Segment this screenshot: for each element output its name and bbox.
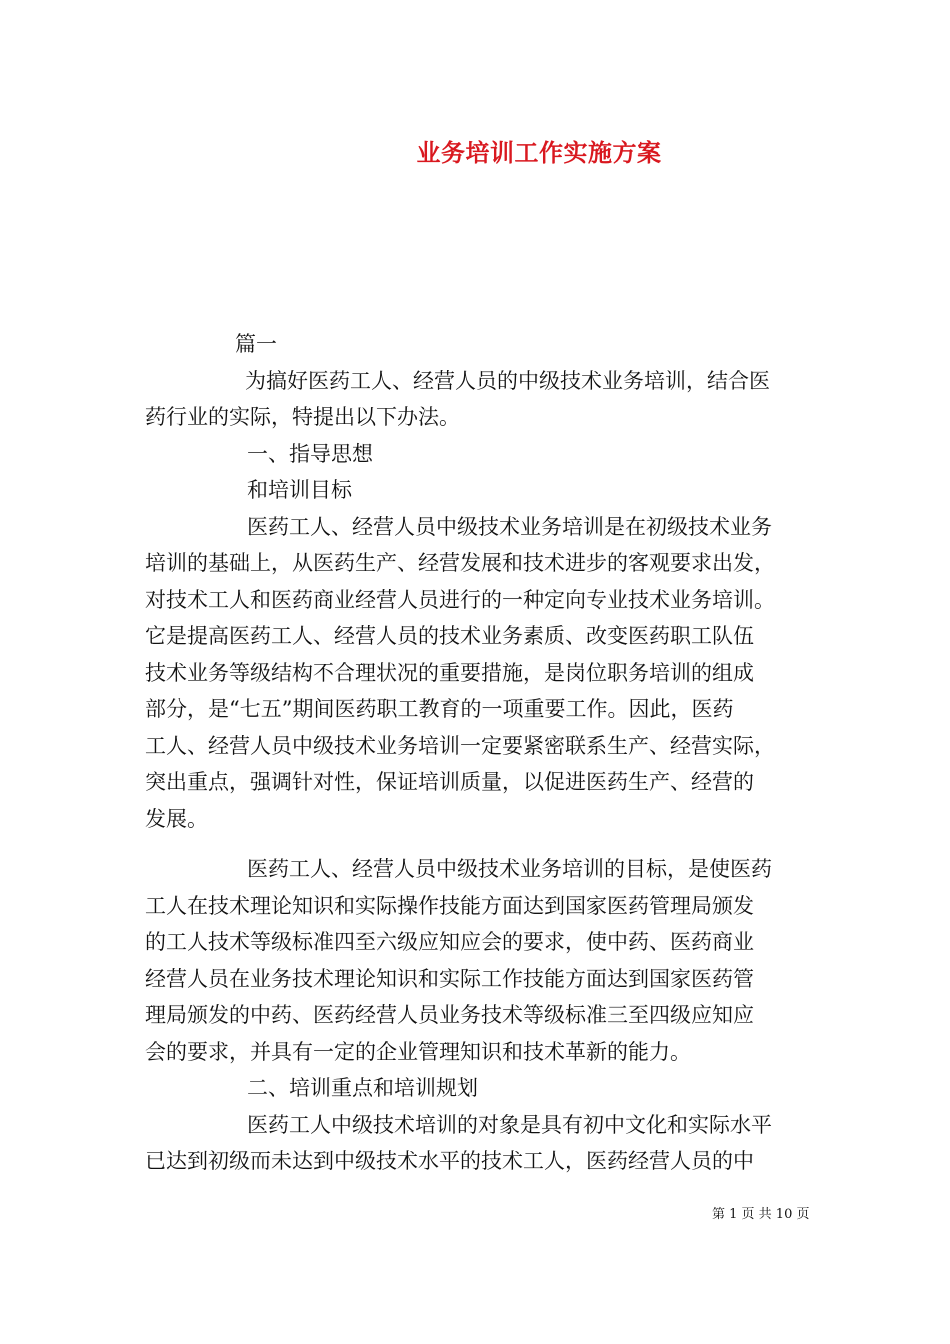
paragraph-line: 发展。 (145, 806, 208, 831)
paragraph-line: 医药工人中级技术培训的对象是具有初中文化和实际水平 (247, 1112, 772, 1137)
paragraph-line: 的工人技术等级标准四至六级应知应会的要求，使中药、医药商业 (145, 930, 754, 954)
section-heading: 和培训目标 (247, 478, 352, 502)
paragraph-line: 技术业务等级结构不合理状况的重要措施，是岗位职务培训的组成 (145, 660, 754, 685)
intro-line: 药行业的实际，特提出以下办法。 (145, 405, 460, 429)
section-heading: 一、指导思想 (247, 441, 373, 466)
paragraph-spacer (145, 837, 810, 851)
document-title: 业务培训工作实施方案 (416, 138, 662, 167)
paragraph-line: 培训的基础上，从医药生产、经营发展和技术进步的客观要求出发， (145, 551, 775, 575)
paragraph-line: 经营人员在业务技术理论知识和实际工作技能方面达到国家医药管 (145, 966, 754, 991)
paragraph-line: 它是提高医药工人、经营人员的技术业务素质、改变医药职工队伍 (145, 624, 754, 648)
paragraph-line: 会的要求，并具有一定的企业管理知识和技术革新的能力。 (145, 1039, 691, 1064)
intro-line: 为搞好医药工人、经营人员的中级技术业务培训，结合医 (245, 368, 770, 393)
paragraph-line: 对技术工人和医药商业经营人员进行的一种定向专业技术业务培训。 (145, 587, 775, 612)
page-number: 第 1 页 共 10 页 (712, 1207, 810, 1222)
paragraph-line: 工人、经营人员中级技术业务培训一定要紧密联系生产、经营实际， (145, 733, 775, 758)
paragraph-line: 已达到初级而未达到中级技术水平的技术工人，医药经营人员的中 (145, 1149, 754, 1173)
paragraph-line: 突出重点，强调针对性，保证培训质量，以促进医药生产、经营的 (145, 770, 754, 794)
paragraph-line: 医药工人、经营人员中级技术业务培训是在初级技术业务 (247, 514, 772, 539)
paragraph-line: 医药工人、经营人员中级技术业务培训的目标，是使医药 (247, 857, 772, 881)
paragraph-line: 部分，是“七五”期间医药职工教育的一项重要工作。因此，医药 (145, 697, 734, 721)
section-heading: 二、培训重点和培训规划 (247, 1076, 478, 1100)
section-label: 篇一 (235, 332, 277, 356)
paragraph-line: 理局颁发的中药、医药经营人员业务技术等级标准三至四级应知应 (145, 1003, 754, 1027)
paragraph-line: 工人在技术理论知识和实际操作技能方面达到国家医药管理局颁发 (145, 893, 754, 918)
document-body (145, 326, 810, 1180)
